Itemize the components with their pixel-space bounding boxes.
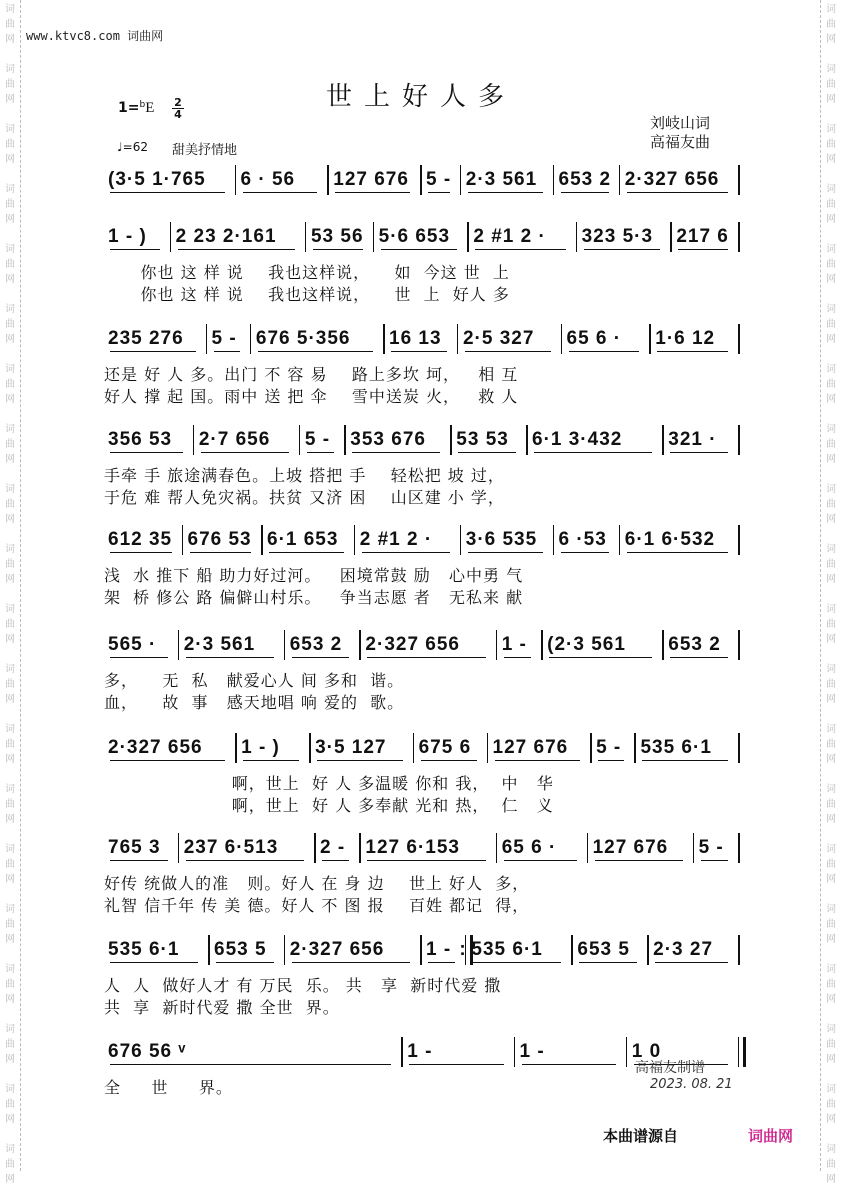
measure-notes: 675 6 xyxy=(418,737,472,758)
beam-underline xyxy=(367,860,485,861)
measure-notes: 2·3 561 xyxy=(183,634,256,655)
side-watermark-text: 词 曲 网 xyxy=(826,304,836,345)
lyric-verse-1: 浅 水 推下 船 助力好过河。 困境常鼓 励 心中勇 气 xyxy=(104,566,524,585)
side-watermark-text: 词 曲 网 xyxy=(5,964,15,1005)
bar-line xyxy=(354,525,356,555)
bar-line xyxy=(261,525,263,555)
measure-notes: (2·3 561 xyxy=(547,634,626,655)
lyric-verse-2: 架 桥 修公 路 偏僻山村乐。 争当志愿 者 无私来 献 xyxy=(104,588,524,607)
measure-notes: 6 · 56 xyxy=(240,169,296,190)
side-watermark-text: 词 曲 网 xyxy=(826,844,836,885)
expression-marking: 甜美抒情地 xyxy=(172,143,238,158)
beam-underline xyxy=(110,657,168,658)
source-site-link[interactable]: 词曲网 xyxy=(748,1127,794,1145)
score-line xyxy=(104,222,744,304)
side-watermark-text: 词 曲 网 xyxy=(826,64,836,105)
source-label: 本曲谱源自 xyxy=(603,1127,679,1145)
beam-underline xyxy=(110,452,183,453)
measure-notes: 653 2 xyxy=(668,634,721,655)
measure-notes: 653 2 xyxy=(558,169,612,190)
measure-notes: 535 6·1 xyxy=(108,939,180,960)
measure-notes: 1 - xyxy=(426,939,452,960)
bar-line xyxy=(619,525,621,555)
beam-underline xyxy=(473,962,561,963)
bar-line xyxy=(235,165,237,195)
side-watermark-text: 词 曲 网 xyxy=(826,484,836,525)
measure-notes: 535 6·1 xyxy=(471,939,543,960)
lyric-verse-1: 多， 无 私 献爱心人 间 多和 谐。 xyxy=(104,671,405,690)
bar-line xyxy=(738,630,740,660)
bar-line xyxy=(738,165,740,195)
measure-notes: 2 - xyxy=(320,837,346,858)
bar-line xyxy=(250,324,252,354)
beam-underline xyxy=(110,249,160,250)
bar-line xyxy=(514,1037,516,1067)
measure-notes: 1 - ) xyxy=(108,226,147,247)
side-watermark-text: 词 曲 网 xyxy=(5,124,15,165)
beam-underline xyxy=(504,860,577,861)
bar-line xyxy=(738,222,740,252)
time-signature xyxy=(172,97,184,120)
bar-line xyxy=(450,425,452,455)
bar-line xyxy=(359,833,361,863)
measure-notes: 6 ·53 xyxy=(558,529,607,550)
beam-underline xyxy=(110,962,198,963)
lyric-verse-1: 啊，世上 好 人 多温暖 你和 我， 中 华 xyxy=(104,774,554,793)
beam-underline xyxy=(584,249,661,250)
side-watermark-text: 词 曲 网 xyxy=(5,844,15,885)
beam-underline xyxy=(322,860,349,861)
beam-underline xyxy=(465,351,551,352)
lyric-verse-1: 好传 统做人的准 则。好人 在 身 边 世上 好人 多， xyxy=(104,874,530,893)
bar-line xyxy=(420,165,422,195)
beam-underline xyxy=(292,962,410,963)
measure-notes: 237 6·513 xyxy=(183,837,279,858)
bar-line xyxy=(738,935,740,965)
side-watermark-text: 词 曲 网 xyxy=(826,4,836,45)
bar-line xyxy=(460,165,462,195)
beam-underline xyxy=(670,452,728,453)
lyric-verse-1: 手牵 手 旅途满春色。上坡 搭把 手 轻松把 坡 过， xyxy=(104,466,505,485)
measure-notes: 6·1 6·532 xyxy=(624,529,716,550)
bar-line xyxy=(314,833,316,863)
bar-line xyxy=(553,525,555,555)
measure-notes: 653 5 xyxy=(577,939,630,960)
measure-notes: 765 3 xyxy=(108,837,161,858)
beam-underline xyxy=(110,760,225,761)
bar-line xyxy=(178,833,180,863)
beam-underline xyxy=(110,351,196,352)
bar-line xyxy=(182,525,184,555)
bar-line xyxy=(309,733,311,763)
beam-underline xyxy=(201,452,289,453)
bar-line xyxy=(235,733,237,763)
bar-line xyxy=(413,733,415,763)
measure-notes: 676 5·356 xyxy=(255,328,351,349)
bar-line xyxy=(590,733,592,763)
measure-notes: 217 6 xyxy=(676,226,729,247)
measure-notes: 321 · xyxy=(668,429,717,450)
credits xyxy=(650,114,710,152)
measure-notes: 127 6·153 xyxy=(365,837,460,858)
tempo-marking: ♩=62 xyxy=(117,140,148,154)
score-line xyxy=(104,165,744,195)
side-watermark-text: 词 曲 网 xyxy=(826,364,836,405)
bar-line xyxy=(299,425,301,455)
measure-notes: 6·1 653 xyxy=(267,529,339,550)
beam-underline xyxy=(595,860,683,861)
key-prefix: 1= xyxy=(118,100,140,116)
measure-notes: 5·6 653 xyxy=(378,226,451,247)
beam-underline xyxy=(561,552,609,553)
bar-line xyxy=(359,630,361,660)
bar-line xyxy=(178,630,180,660)
right-watermark-strip xyxy=(820,0,841,1185)
side-watermark-text: 词 曲 网 xyxy=(5,904,15,945)
side-watermark-text: 词 曲 网 xyxy=(5,664,15,705)
bar-line xyxy=(457,324,459,354)
bar-line xyxy=(670,222,672,252)
bar-line xyxy=(206,324,208,354)
side-watermark-text: 词 曲 网 xyxy=(826,964,836,1005)
measure-notes: 2·327 656 xyxy=(108,737,203,758)
measure-notes: 2 23 2·161 xyxy=(175,226,277,247)
notation-line xyxy=(104,324,744,354)
bar-line xyxy=(344,425,346,455)
measure-notes: 5 - xyxy=(304,429,331,450)
lyric-verse-2: 血， 故 事 感天地唱 响 爱的 歌。 xyxy=(104,693,405,712)
score-line xyxy=(104,425,744,507)
measure-notes: 3·6 535 xyxy=(465,529,538,550)
measure-notes: 356 53 xyxy=(108,429,173,450)
beam-underline xyxy=(317,760,403,761)
lyricist: 刘岐山词 xyxy=(650,114,711,132)
measure-notes: 2·327 656 xyxy=(365,634,460,655)
measure-notes: 2·3 27 xyxy=(653,939,714,960)
measure-notes: 235 276 xyxy=(108,328,184,349)
side-watermark-text: 词 曲 网 xyxy=(826,904,836,945)
side-watermark-text: 词 曲 网 xyxy=(826,724,836,765)
measure-notes: 5 - xyxy=(426,169,452,190)
bar-line xyxy=(738,425,740,455)
beam-underline xyxy=(243,760,299,761)
beam-underline xyxy=(428,962,455,963)
side-watermark-text: 词 曲 网 xyxy=(826,124,836,165)
bar-line xyxy=(460,525,462,555)
bar-line xyxy=(526,425,528,455)
left-watermark-strip xyxy=(0,0,21,1185)
lyric-verse-1: 人 人 做好人才 有 万民 乐。 共 享 新时代爱 撒 xyxy=(104,976,502,995)
side-watermark-text: 词 曲 网 xyxy=(5,64,15,105)
side-watermark-text: 词 曲 网 xyxy=(5,184,15,225)
measure-notes: 1 - xyxy=(519,1041,545,1062)
side-watermark-text: 词 曲 网 xyxy=(826,604,836,645)
side-watermark-text: 词 曲 网 xyxy=(826,664,836,705)
bar-line xyxy=(738,1037,746,1067)
bar-line xyxy=(284,630,286,660)
measure-notes: 16 13 xyxy=(389,328,442,349)
bar-line xyxy=(383,324,385,354)
lyric-verse-2: 于危 难 帮人免灾祸。扶贫 又济 困 山区建 小 学， xyxy=(104,488,505,507)
beam-underline xyxy=(178,249,295,250)
beam-underline xyxy=(190,552,252,553)
bar-line xyxy=(587,833,589,863)
beam-underline xyxy=(243,192,318,193)
measure-notes: 353 676 xyxy=(350,429,426,450)
flat-icon: b xyxy=(139,100,146,110)
notation-line xyxy=(104,833,744,863)
side-watermark-text: 词 曲 网 xyxy=(5,1024,15,1065)
bar-line xyxy=(401,1037,403,1067)
beam-underline xyxy=(110,192,225,193)
lyric-verse-1: 全 世 界。 xyxy=(104,1078,233,1097)
bar-line xyxy=(373,222,375,252)
notation-line xyxy=(104,935,744,965)
score-line xyxy=(104,733,744,815)
beam-underline xyxy=(468,552,543,553)
measure-notes: 612 35 xyxy=(108,529,173,550)
measure-notes: 676 56 ᵛ xyxy=(108,1041,187,1062)
beam-underline xyxy=(561,192,609,193)
beam-underline xyxy=(269,552,344,553)
measure-notes: 653 2 xyxy=(289,634,343,655)
beam-underline xyxy=(292,657,350,658)
notation-line xyxy=(104,425,744,455)
side-watermark-text: 词 曲 网 xyxy=(5,304,15,345)
measure-notes: 65 6 · xyxy=(566,328,622,349)
measure-notes: 5 - xyxy=(596,737,622,758)
side-watermark-text: 词 曲 网 xyxy=(5,784,15,825)
beam-underline xyxy=(421,760,477,761)
measure-notes: 1 - xyxy=(407,1041,433,1062)
measure-notes: 5 - xyxy=(698,837,724,858)
side-watermark-text: 词 曲 网 xyxy=(826,784,836,825)
score-line xyxy=(104,525,744,607)
meter-numerator: 2 xyxy=(172,97,184,109)
bar-line xyxy=(647,935,649,965)
meter-denominator: 4 xyxy=(174,108,182,121)
notation-line xyxy=(104,165,744,195)
beam-underline xyxy=(642,760,728,761)
beam-underline xyxy=(214,351,240,352)
lyric-verse-2: 好人 撑 起 国。雨中 送 把 伞 雪中送炭 火， 救 人 xyxy=(104,387,519,406)
measure-notes: 2 #1 2 · xyxy=(359,529,433,550)
side-watermark-text: 词 曲 网 xyxy=(5,424,15,465)
beam-underline xyxy=(258,351,373,352)
measure-notes: 6·1 3·432 xyxy=(532,429,623,450)
beam-underline xyxy=(495,760,581,761)
side-watermark-text: 词 曲 网 xyxy=(5,244,15,285)
bar-line xyxy=(170,222,172,252)
measure-notes: 5 - xyxy=(211,328,237,349)
bar-line xyxy=(193,425,195,455)
side-watermark-text: 词 曲 网 xyxy=(826,544,836,585)
side-watermark-text: 词 曲 网 xyxy=(5,4,15,45)
notation-line xyxy=(104,525,744,555)
side-watermark-text: 词 曲 网 xyxy=(826,1024,836,1065)
beam-underline xyxy=(678,249,728,250)
notation-line xyxy=(104,222,744,252)
beam-underline xyxy=(352,452,440,453)
bar-line xyxy=(487,733,489,763)
side-watermark-text: 词 曲 网 xyxy=(5,1144,15,1185)
measure-notes: 653 5 xyxy=(214,939,267,960)
bar-line xyxy=(738,525,740,555)
beam-underline xyxy=(627,192,728,193)
beam-underline xyxy=(110,552,172,553)
notation-line xyxy=(104,630,744,660)
measure-notes: 2·327 656 xyxy=(624,169,720,190)
beam-underline xyxy=(216,962,274,963)
bar-line xyxy=(467,222,469,252)
beam-underline xyxy=(110,860,168,861)
side-watermark-text: 词 曲 网 xyxy=(826,244,836,285)
side-watermark-text: 词 曲 网 xyxy=(5,724,15,765)
lyric-verse-2: 啊，世上 好 人 多奉献 光和 热， 仁 义 xyxy=(104,796,554,815)
composer: 高福友曲 xyxy=(650,133,711,151)
repeat-sign: : xyxy=(459,939,467,960)
measure-notes: 2·3 561 xyxy=(465,169,538,190)
beam-underline xyxy=(186,860,304,861)
bar-line xyxy=(496,833,498,863)
beam-underline xyxy=(428,192,450,193)
side-watermark-text: 词 曲 网 xyxy=(5,604,15,645)
bar-line xyxy=(649,324,651,354)
measure-notes: (3·5 1·765 xyxy=(108,169,206,190)
side-watermark-text: 词 曲 网 xyxy=(5,544,15,585)
notation-line xyxy=(104,733,744,763)
bar-line xyxy=(634,733,636,763)
beam-underline xyxy=(701,860,728,861)
key-letter: E xyxy=(145,100,155,116)
beam-underline xyxy=(655,962,728,963)
beam-underline xyxy=(409,1064,503,1065)
measure-notes: 2·7 656 xyxy=(198,429,271,450)
measure-notes: 2·327 656 xyxy=(289,939,385,960)
beam-underline xyxy=(598,760,624,761)
bar-line xyxy=(327,165,329,195)
beam-underline xyxy=(569,351,640,352)
bar-line xyxy=(284,935,286,965)
lyric-verse-1: 还是 好 人 多。出门 不 容 易 路上多坎 坷， 相 互 xyxy=(104,365,519,384)
measure-notes: 1 - ) xyxy=(241,737,280,758)
measure-notes: 127 676 xyxy=(592,837,669,858)
measure-notes: 1 - xyxy=(501,634,527,655)
arrangement-date: 2023. 08. 21 xyxy=(650,1077,733,1092)
measure-notes: 2·5 327 xyxy=(462,328,535,349)
beam-underline xyxy=(313,249,363,250)
bar-line xyxy=(305,222,307,252)
measure-notes: 2 #1 2 · xyxy=(473,226,546,247)
measure-notes: 323 5·3 xyxy=(581,226,654,247)
beam-underline xyxy=(186,657,274,658)
beam-underline xyxy=(458,452,516,453)
lyric-verse-2: 你也 这 样 说 我也这样说， 世 上 好人 多 xyxy=(104,285,510,304)
beam-underline xyxy=(381,249,458,250)
measure-notes: 565 · xyxy=(108,634,157,655)
bar-line xyxy=(693,833,695,863)
measure-notes: 65 6 · xyxy=(501,837,557,858)
beam-underline xyxy=(335,192,410,193)
side-watermark-text: 词 曲 网 xyxy=(5,364,15,405)
side-watermark-text: 词 曲 网 xyxy=(826,1144,836,1185)
bar-line xyxy=(208,935,210,965)
beam-underline xyxy=(110,1064,391,1065)
song-title: 世上好人多 xyxy=(325,82,516,112)
measure-notes: 53 53 xyxy=(456,429,509,450)
lyric-verse-2: 礼智 信千年 传 美 德。好人 不 图 报 百姓 都记 得， xyxy=(104,896,530,915)
bar-line xyxy=(576,222,578,252)
lyric-verse-2: 共 享 新时代爱 撒 全世 界。 xyxy=(104,998,340,1017)
measure-notes: 3·5 127 xyxy=(315,737,387,758)
side-watermark-text: 词 曲 网 xyxy=(5,1084,15,1125)
key-signature xyxy=(118,100,154,117)
bar-line xyxy=(619,165,621,195)
lyric-verse-1: 你也 这 样 说 我也这样说， 如 今这 世 上 xyxy=(104,263,510,282)
beam-underline xyxy=(579,962,637,963)
bar-line xyxy=(541,630,543,660)
beam-underline xyxy=(657,351,728,352)
measure-notes: 53 56 xyxy=(310,226,364,247)
beam-underline xyxy=(627,552,728,553)
bar-line xyxy=(738,733,740,763)
bar-line xyxy=(662,425,664,455)
bar-line xyxy=(496,630,498,660)
site-watermark: www.ktvc8.com 词曲网 xyxy=(26,29,164,43)
arranger-credit: 高福友制谱 xyxy=(635,1060,705,1076)
beam-underline xyxy=(391,351,447,352)
bar-line xyxy=(420,935,422,965)
bar-line xyxy=(662,630,664,660)
score-line xyxy=(104,935,744,1017)
score-line xyxy=(104,630,744,712)
bar-line xyxy=(626,1037,628,1067)
beam-underline xyxy=(362,552,450,553)
side-watermark-text: 词 曲 网 xyxy=(826,184,836,225)
side-watermark-text: 词 曲 网 xyxy=(826,1084,836,1125)
beam-underline xyxy=(307,452,334,453)
measure-notes: 127 676 xyxy=(492,737,569,758)
bar-line xyxy=(738,833,740,863)
beam-underline xyxy=(670,657,728,658)
bar-line xyxy=(571,935,573,965)
beam-underline xyxy=(504,657,531,658)
side-watermark-text: 词 曲 网 xyxy=(5,484,15,525)
beam-underline xyxy=(549,657,652,658)
bar-line xyxy=(738,324,740,354)
measure-notes: 127 676 xyxy=(333,169,409,190)
bar-line xyxy=(553,165,555,195)
bar-line xyxy=(561,324,563,354)
score-line xyxy=(104,833,744,915)
beam-underline xyxy=(468,192,543,193)
score-line xyxy=(104,324,744,406)
beam-underline xyxy=(534,452,652,453)
measure-notes: 1·6 12 xyxy=(655,328,716,349)
side-watermark-text: 词 曲 网 xyxy=(826,424,836,465)
beam-underline xyxy=(522,1064,616,1065)
beam-underline xyxy=(475,249,565,250)
measure-notes: 676 53 xyxy=(187,529,252,550)
measure-notes: 535 6·1 xyxy=(640,737,712,758)
measure-notes: 1 0 xyxy=(631,1041,662,1062)
beam-underline xyxy=(367,657,485,658)
